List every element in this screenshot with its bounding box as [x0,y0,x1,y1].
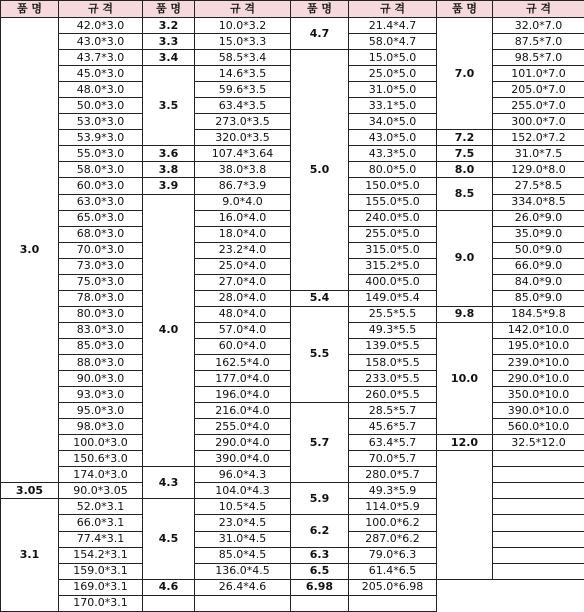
item-name-cell: 10.0 [437,322,493,434]
spec-cell: 9.0*4.0 [195,194,291,210]
spec-cell: 100.0*3.0 [59,435,143,451]
spec-cell [493,483,584,499]
spec-cell: 28.0*4.0 [195,290,291,306]
spec-cell: 61.4*6.5 [349,563,437,579]
item-name-cell: 5.0 [291,50,349,291]
spec-cell: 66.0*3.1 [59,515,143,531]
header-name-3: 품 명 [291,1,349,18]
spec-cell: 84.0*9.0 [493,274,584,290]
spec-cell [493,499,584,515]
spec-cell: 49.3*5.9 [349,483,437,499]
spec-cell: 239.0*10.0 [493,354,584,370]
spec-cell: 49.3*5.5 [349,322,437,338]
spec-cell: 43.0*3.0 [59,34,143,50]
spec-cell: 196.0*4.0 [195,387,291,403]
spec-cell: 73.0*3.0 [59,258,143,274]
header-row [1,1,584,18]
spec-cell: 184.5*9.8 [493,306,584,322]
spec-cell: 50.0*3.0 [59,98,143,114]
spec-cell: 58.0*3.0 [59,162,143,178]
table-row [1,547,584,563]
spec-cell: 205.0*7.0 [493,82,584,98]
spec-cell: 65.0*3.0 [59,210,143,226]
spec-cell: 174.0*3.0 [59,467,143,483]
spec-cell: 205.0*6.98 [349,579,437,595]
spec-cell: 34.0*5.0 [349,114,437,130]
spec-cell: 129.0*8.0 [493,162,584,178]
spec-cell: 25.5*5.5 [349,306,437,322]
spec-cell: 14.6*3.5 [195,66,291,82]
spec-cell: 90.0*3.0 [59,371,143,387]
item-name-cell: 12.0 [437,435,493,451]
spec-cell: 48.0*3.0 [59,82,143,98]
spec-cell: 96.0*4.3 [195,467,291,483]
spec-cell: 43.0*5.0 [349,130,437,146]
spec-cell: 88.0*3.0 [59,354,143,370]
spec-cell: 169.0*3.1 [59,579,143,595]
item-name-cell [437,451,493,579]
spec-cell: 95.0*3.0 [59,403,143,419]
item-name-cell: 6.98 [291,579,349,595]
spec-cell: 177.0*4.0 [195,371,291,387]
item-name-cell: 3.8 [143,162,195,178]
spec-cell: 15.0*5.0 [349,50,437,66]
table-row [1,290,584,306]
spec-cell: 85.0*4.5 [195,547,291,563]
spec-cell: 100.0*6.2 [349,515,437,531]
spec-cell: 255.0*5.0 [349,226,437,242]
table-row [1,579,584,595]
table-row [1,50,584,66]
spec-cell: 63.4*5.7 [349,435,437,451]
spec-cell: 26.0*9.0 [493,210,584,226]
spec-cell: 45.0*3.0 [59,66,143,82]
spec-cell: 320.0*3.5 [195,130,291,146]
spec-cell: 152.0*7.2 [493,130,584,146]
spec-cell: 159.0*3.1 [59,563,143,579]
spec-cell: 25.0*5.0 [349,66,437,82]
spec-cell: 45.6*5.7 [349,419,437,435]
spec-cell: 58.5*3.4 [195,50,291,66]
spec-cell: 104.0*4.3 [195,483,291,499]
spec-cell: 50.0*9.0 [493,242,584,258]
spec-cell: 80.0*5.0 [349,162,437,178]
spec-cell: 255.0*7.0 [493,98,584,114]
spec-cell: 290.0*4.0 [195,435,291,451]
spec-cell: 154.2*3.1 [59,547,143,563]
spec-cell [493,547,584,563]
spec-cell: 32.0*7.0 [493,18,584,34]
spec-cell: 63.0*3.0 [59,194,143,210]
spec-cell: 114.0*5.9 [349,499,437,515]
spec-cell: 53.9*3.0 [59,130,143,146]
item-name-cell: 5.9 [291,483,349,515]
header-spec-3: 규 격 [349,1,437,18]
item-name-cell: 5.5 [291,306,349,402]
spec-cell: 70.0*5.7 [349,451,437,467]
spec-cell: 78.0*3.0 [59,290,143,306]
spec-cell: 55.0*3.0 [59,146,143,162]
spec-cell: 77.4*3.1 [59,531,143,547]
header-name-4: 품 명 [437,1,493,18]
item-name-cell: 3.5 [143,66,195,146]
spec-cell: 216.0*4.0 [195,403,291,419]
spec-cell: 60.0*4.0 [195,338,291,354]
item-name-cell: 3.0 [1,18,59,483]
spec-cell: 195.0*10.0 [493,338,584,354]
spec-cell: 170.0*3.1 [59,595,143,611]
header-name-2: 품 명 [143,1,195,18]
spec-cell: 75.0*3.0 [59,274,143,290]
header-spec-1: 규 격 [59,1,143,18]
spec-cell: 21.4*4.7 [349,18,437,34]
spec-cell: 315.2*5.0 [349,258,437,274]
item-name-cell: 5.7 [291,403,349,483]
spec-cell: 18.0*4.0 [195,226,291,242]
spec-cell: 273.0*3.5 [195,114,291,130]
spec-cell: 390.0*4.0 [195,451,291,467]
spec-cell: 85.0*3.0 [59,338,143,354]
table-row [1,515,584,531]
spec-cell: 68.0*3.0 [59,226,143,242]
item-name-cell: 3.9 [143,178,195,194]
spec-cell: 136.0*4.5 [195,563,291,579]
spec-cell: 287.0*6.2 [349,531,437,547]
spec-cell: 162.5*4.0 [195,354,291,370]
spec-cell: 53.0*3.0 [59,114,143,130]
spec-cell: 42.0*3.0 [59,18,143,34]
item-name-cell: 7.2 [437,130,493,146]
table-row [1,563,584,579]
spec-cell: 158.0*5.5 [349,354,437,370]
spec-cell: 31.0*5.0 [349,82,437,98]
spec-cell: 150.6*3.0 [59,451,143,467]
spec-cell: 31.0*4.5 [195,531,291,547]
header-spec-4: 규 격 [493,1,584,18]
spec-cell: 83.0*3.0 [59,322,143,338]
spec-cell: 28.5*5.7 [349,403,437,419]
spec-cell: 25.0*4.0 [195,258,291,274]
spec-cell: 334.0*8.5 [493,194,584,210]
spec-cell: 142.0*10.0 [493,322,584,338]
spec-cell: 350.0*10.0 [493,387,584,403]
spec-cell: 280.0*5.7 [349,467,437,483]
spec-cell: 107.4*3.64 [195,146,291,162]
table-body [1,18,584,612]
spec-cell [349,595,437,611]
table-row [1,483,584,499]
item-name-cell: 4.3 [143,467,195,499]
item-name-cell: 4.0 [143,194,195,467]
spec-cell: 15.0*3.3 [195,34,291,50]
spec-cell: 23.0*4.5 [195,515,291,531]
spec-cell: 98.5*7.0 [493,50,584,66]
spec-cell: 139.0*5.5 [349,338,437,354]
spec-cell: 43.3*5.0 [349,146,437,162]
header-name-1: 품 명 [1,1,59,18]
spec-cell [493,515,584,531]
spec-cell: 31.0*7.5 [493,146,584,162]
spec-cell: 90.0*3.05 [59,483,143,499]
spec-cell: 79.0*6.3 [349,547,437,563]
item-name-cell: 3.1 [1,499,59,612]
spec-cell: 48.0*4.0 [195,306,291,322]
item-name-cell: 7.0 [437,18,493,130]
spec-cell [493,563,584,579]
spec-cell: 32.5*12.0 [493,435,584,451]
table-row [1,18,584,34]
item-name-cell: 9.0 [437,210,493,306]
item-name-cell: 6.2 [291,515,349,547]
spec-cell: 33.1*5.0 [349,98,437,114]
item-name-cell [291,595,349,611]
spec-cell: 390.0*10.0 [493,403,584,419]
item-name-cell: 4.6 [143,579,195,595]
spec-cell: 87.5*7.0 [493,34,584,50]
spec-cell: 260.0*5.5 [349,387,437,403]
spec-cell: 300.0*7.0 [493,114,584,130]
spec-cell: 35.0*9.0 [493,226,584,242]
table-row [1,306,584,322]
spec-cell: 233.0*5.5 [349,371,437,387]
spec-cell: 52.0*3.1 [59,499,143,515]
spec-cell: 59.6*3.5 [195,82,291,98]
spec-cell: 155.0*5.0 [349,194,437,210]
spec-cell: 80.0*3.0 [59,306,143,322]
spec-cell: 27.0*4.0 [195,274,291,290]
item-name-cell: 9.8 [437,306,493,322]
spec-cell: 85.0*9.0 [493,290,584,306]
spec-cell: 43.7*3.0 [59,50,143,66]
item-name-cell [143,595,195,611]
spec-cell: 400.0*5.0 [349,274,437,290]
spec-cell: 10.5*4.5 [195,499,291,515]
table-row [1,403,584,419]
spec-cell: 38.0*3.8 [195,162,291,178]
spec-cell [493,467,584,483]
spec-cell: 60.0*3.0 [59,178,143,194]
spec-cell: 315.0*5.0 [349,242,437,258]
spec-cell: 16.0*4.0 [195,210,291,226]
spec-cell: 290.0*10.0 [493,371,584,387]
spec-cell [493,451,584,467]
spec-cell: 93.0*3.0 [59,387,143,403]
spec-cell: 10.0*3.2 [195,18,291,34]
spec-cell: 26.4*4.6 [195,579,291,595]
spec-cell: 255.0*4.0 [195,419,291,435]
item-name-cell: 6.5 [291,563,349,579]
item-name-cell: 3.6 [143,146,195,162]
spec-cell: 23.2*4.0 [195,242,291,258]
spec-cell: 58.0*4.7 [349,34,437,50]
item-name-cell: 8.5 [437,178,493,210]
spec-cell: 101.0*7.0 [493,66,584,82]
spec-cell: 70.0*3.0 [59,242,143,258]
spec-cell: 63.4*3.5 [195,98,291,114]
item-name-cell: 6.3 [291,547,349,563]
item-name-cell: 5.4 [291,290,349,306]
spec-cell [195,595,291,611]
spec-cell: 149.0*5.4 [349,290,437,306]
item-name-cell: 4.5 [143,499,195,579]
spec-cell: 98.0*3.0 [59,419,143,435]
spec-cell: 150.0*5.0 [349,178,437,194]
item-name-cell: 8.0 [437,162,493,178]
item-name-cell: 3.3 [143,34,195,50]
table-row [1,595,584,611]
header-spec-2: 규 격 [195,1,291,18]
spec-cell: 66.0*9.0 [493,258,584,274]
spec-cell [493,531,584,547]
item-name-cell: 4.7 [291,18,349,50]
item-name-cell: 3.05 [1,483,59,499]
spec-cell: 57.0*4.0 [195,322,291,338]
spec-cell: 27.5*8.5 [493,178,584,194]
item-name-cell: 7.5 [437,146,493,162]
item-name-cell: 3.2 [143,18,195,34]
spec-cell: 560.0*10.0 [493,419,584,435]
spec-cell: 240.0*5.0 [349,210,437,226]
spec-cell: 86.7*3.9 [195,178,291,194]
item-name-cell: 3.4 [143,50,195,66]
